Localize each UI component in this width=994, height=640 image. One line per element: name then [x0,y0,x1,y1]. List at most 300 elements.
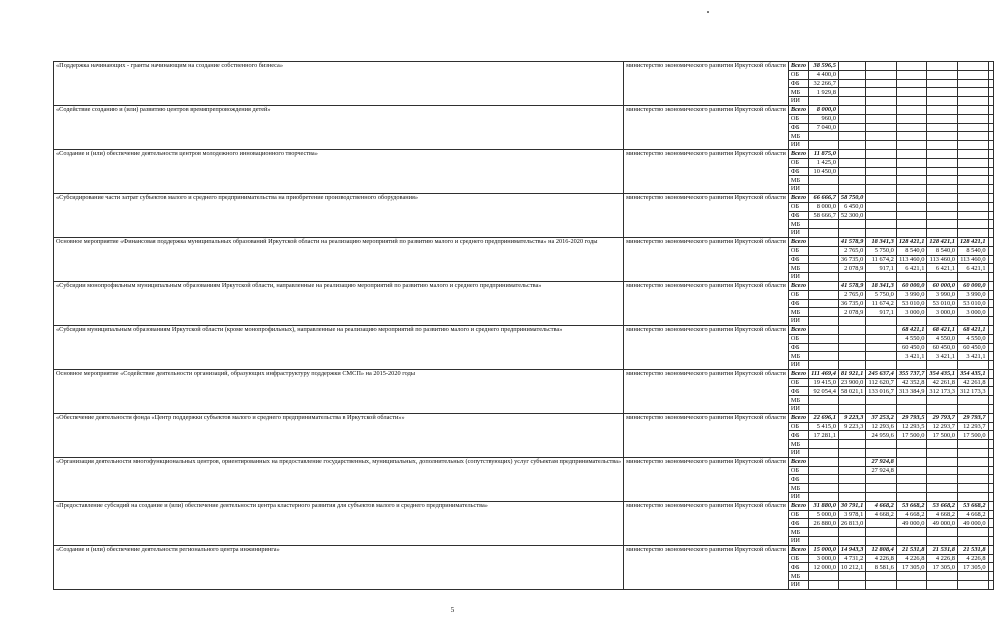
amount-cell [957,466,988,475]
amount-cell [988,334,993,343]
amount-cell [866,440,897,449]
funding-source-cell: Всего [788,545,808,554]
amount-cell: 3 000,0 [957,308,988,317]
amount-cell [896,176,927,185]
amount-cell [988,387,993,396]
amount-cell [838,141,865,150]
responsible-executor-cell: министерство экономического развития Иркутской области [624,149,789,193]
amount-cell [896,149,927,158]
amount-cell [809,493,839,502]
amount-cell: 917,1 [866,308,897,317]
amount-cell [957,114,988,123]
responsible-executor-cell: министерство экономического развития Иркутской области [624,545,789,589]
amount-cell [927,79,958,88]
amount-cell [809,281,839,290]
amount-cell [809,449,839,458]
amount-cell [809,528,839,537]
amount-cell: 14 943,3 [838,545,865,554]
amount-cell [809,396,839,405]
funding-source-cell: Всего [788,105,808,114]
amount-cell [896,79,927,88]
amount-cell [927,88,958,97]
funding-source-cell: ОБ [788,334,808,343]
amount-cell [927,202,958,211]
amount-cell [896,105,927,114]
funding-source-cell: ОБ [788,510,808,519]
amount-cell [866,317,897,326]
amount-cell [988,466,993,475]
amount-cell: 23 900,0 [838,378,865,387]
amount-cell [927,273,958,282]
amount-cell: 1 425,0 [809,158,839,167]
amount-cell [809,229,839,238]
amount-cell [988,62,993,71]
responsible-executor-cell: министерство экономического развития Иркутской области [624,281,789,325]
amount-cell [957,193,988,202]
amount-cell [866,70,897,79]
funding-source-cell: ФБ [788,519,808,528]
amount-cell [988,97,993,106]
amount-cell: 245 637,4 [866,369,897,378]
amount-cell [838,273,865,282]
funding-source-cell: МБ [788,308,808,317]
activity-name-cell: «Поддержка начинающих - гранты начинающим на создание собственного бизнеса» [54,62,624,106]
amount-cell [957,97,988,106]
amount-cell: 18 341,3 [866,237,897,246]
responsible-executor-cell: министерство экономического развития Иркутской области [624,457,789,501]
amount-cell [988,405,993,414]
amount-cell: 12 293,5 [896,422,927,431]
amount-cell [809,361,839,370]
amount-cell [927,158,958,167]
amount-cell: 53 668,2 [927,501,958,510]
amount-cell: 4 550,0 [927,334,958,343]
amount-cell: 12 293,7 [927,422,958,431]
amount-cell [988,220,993,229]
amount-cell: 4 731,2 [838,554,865,563]
activity-name-cell: «Создание и (или) обеспечение деятельности регионального центра инжиниринга» [54,545,624,589]
amount-cell [957,123,988,132]
amount-cell [866,449,897,458]
amount-cell [988,545,993,554]
amount-cell [809,572,839,581]
amount-cell [896,88,927,97]
amount-cell [838,361,865,370]
table-row [54,325,994,334]
amount-cell [866,141,897,150]
amount-cell: 8 000,0 [809,105,839,114]
amount-cell [957,79,988,88]
amount-cell [927,528,958,537]
amount-cell [866,325,897,334]
amount-cell: 3 000,0 [896,308,927,317]
amount-cell: 17 305,0 [896,563,927,572]
amount-cell [988,457,993,466]
amount-cell [957,88,988,97]
amount-cell [957,440,988,449]
amount-cell [927,440,958,449]
amount-cell [838,343,865,352]
amount-cell [988,88,993,97]
funding-source-cell: ОБ [788,158,808,167]
amount-cell: 68 421,1 [927,325,958,334]
amount-cell: 4 668,2 [866,501,897,510]
amount-cell [957,202,988,211]
responsible-executor-cell: министерство экономического развития Иркутской области [624,237,789,281]
amount-cell [896,361,927,370]
amount-cell [896,405,927,414]
amount-cell [988,255,993,264]
amount-cell [838,167,865,176]
funding-source-cell: ОБ [788,70,808,79]
amount-cell [838,537,865,546]
amount-cell [957,581,988,590]
amount-cell [927,581,958,590]
amount-cell [838,405,865,414]
amount-cell [988,510,993,519]
amount-cell [957,167,988,176]
amount-cell: 22 696,1 [809,413,839,422]
amount-cell [809,581,839,590]
amount-cell [988,290,993,299]
funding-source-cell: ИИ [788,229,808,238]
funding-source-cell: ИИ [788,493,808,502]
amount-cell: 128 421,1 [957,237,988,246]
amount-cell [838,528,865,537]
funding-source-cell: МБ [788,176,808,185]
amount-cell [838,449,865,458]
amount-cell [957,572,988,581]
amount-cell [896,484,927,493]
amount-cell: 7 040,0 [809,123,839,132]
amount-cell: 9 223,3 [838,422,865,431]
amount-cell: 3 000,0 [809,554,839,563]
funding-source-cell: ОБ [788,290,808,299]
table-row [54,281,994,290]
amount-cell: 49 000,0 [896,519,927,528]
funding-source-cell: ФБ [788,299,808,308]
amount-cell: 4 668,2 [927,510,958,519]
amount-cell [957,484,988,493]
amount-cell: 12 293,7 [957,422,988,431]
amount-cell: 8 540,0 [957,246,988,255]
amount-cell [927,572,958,581]
amount-cell: 128 421,1 [927,237,958,246]
amount-cell [988,114,993,123]
activity-name-cell: «Создание и (или) обеспечение деятельности центров молодежного инновационного творчества» [54,149,624,193]
amount-cell [988,396,993,405]
responsible-executor-cell: министерство экономического развития Иркутской области [624,413,789,457]
amount-cell [809,132,839,141]
amount-cell: 68 421,1 [957,325,988,334]
amount-cell [896,273,927,282]
amount-cell [809,317,839,326]
amount-cell [988,563,993,572]
funding-source-cell: Всего [788,62,808,71]
amount-cell [927,105,958,114]
amount-cell [809,185,839,194]
responsible-executor-cell: министерство экономического развития Иркутской области [624,369,789,413]
amount-cell [988,149,993,158]
amount-cell [957,396,988,405]
amount-cell: 49 000,0 [927,519,958,528]
amount-cell [957,528,988,537]
amount-cell: 4 226,8 [896,554,927,563]
amount-cell [896,493,927,502]
funding-source-cell: Всего [788,501,808,510]
amount-cell: 68 421,1 [896,325,927,334]
amount-cell: 3 990,0 [896,290,927,299]
funding-source-cell: ФБ [788,255,808,264]
amount-cell [988,273,993,282]
amount-cell [896,167,927,176]
amount-cell [809,440,839,449]
amount-cell [896,202,927,211]
amount-cell: 6 421,1 [927,264,958,273]
amount-cell: 42 261,8 [927,378,958,387]
amount-cell: 26 880,0 [809,519,839,528]
amount-cell [927,149,958,158]
amount-cell [809,290,839,299]
amount-cell: 6 450,0 [838,202,865,211]
amount-cell [866,185,897,194]
funding-source-cell: ИИ [788,581,808,590]
amount-cell [896,132,927,141]
table-row [54,369,994,378]
amount-cell [809,299,839,308]
amount-cell [957,537,988,546]
amount-cell [896,185,927,194]
amount-cell: 30 791,1 [838,501,865,510]
amount-cell [866,581,897,590]
activity-name-cell: «Обеспечение деятельности фонда «Центр поддержки субъектов малого и среднего предпринимательства в Иркутской области»» [54,413,624,457]
amount-cell [927,97,958,106]
amount-cell [957,475,988,484]
amount-cell [866,176,897,185]
amount-cell [809,466,839,475]
amount-cell [896,528,927,537]
amount-cell: 15 000,0 [809,545,839,554]
amount-cell [896,537,927,546]
amount-cell: 66 666,7 [809,193,839,202]
funding-source-cell: МБ [788,572,808,581]
amount-cell: 312 173,3 [927,387,958,396]
amount-cell [866,343,897,352]
amount-cell: 29 793,7 [957,413,988,422]
amount-cell: 60 000,0 [927,281,958,290]
amount-cell: 27 924,8 [866,457,897,466]
amount-cell [838,176,865,185]
amount-cell: 60 450,0 [957,343,988,352]
amount-cell [809,273,839,282]
amount-cell: 2 765,0 [838,290,865,299]
funding-source-cell: ИИ [788,405,808,414]
funding-source-cell: МБ [788,440,808,449]
amount-cell [866,132,897,141]
amount-cell [927,185,958,194]
amount-cell [809,484,839,493]
amount-cell [866,493,897,502]
funding-source-cell: МБ [788,132,808,141]
amount-cell [838,229,865,238]
amount-cell [896,114,927,123]
amount-cell [988,79,993,88]
amount-cell: 1 929,8 [809,88,839,97]
amount-cell [866,396,897,405]
amount-cell [927,70,958,79]
amount-cell: 3 421,1 [927,352,958,361]
responsible-executor-cell: министерство экономического развития Иркутской области [624,62,789,106]
amount-cell [896,440,927,449]
amount-cell [866,193,897,202]
amount-cell: 53 010,0 [896,299,927,308]
amount-cell [927,176,958,185]
budget-table [53,61,994,590]
amount-cell [809,334,839,343]
amount-cell [927,123,958,132]
amount-cell: 3 978,1 [838,510,865,519]
responsible-executor-cell: министерство экономического развития Иркутской области [624,325,789,369]
amount-cell: 11 875,0 [809,149,839,158]
amount-cell: 5 000,0 [809,510,839,519]
amount-cell [866,97,897,106]
amount-cell [896,123,927,132]
amount-cell [809,141,839,150]
amount-cell [957,70,988,79]
funding-source-cell: ОБ [788,246,808,255]
funding-source-cell: МБ [788,264,808,273]
amount-cell [896,581,927,590]
activity-name-cell: «Субсидии муниципальным образованиям Иркутской области (кроме монопрофильных), направленные на реализацию мероприятий по развитию малого и среднего предпринимательства» [54,325,624,369]
funding-source-cell: ИИ [788,185,808,194]
amount-cell [866,405,897,414]
amount-cell [838,475,865,484]
amount-cell [957,176,988,185]
amount-cell [927,405,958,414]
amount-cell [838,158,865,167]
amount-cell [838,466,865,475]
amount-cell [866,273,897,282]
table-row [54,457,994,466]
amount-cell [957,211,988,220]
amount-cell: 29 793,7 [927,413,958,422]
amount-cell: 112 620,7 [866,378,897,387]
scan-artifact [707,11,709,13]
funding-source-cell: ФБ [788,475,808,484]
amount-cell [988,211,993,220]
amount-cell [809,308,839,317]
amount-cell: 42 352,8 [896,378,927,387]
amount-cell [988,317,993,326]
amount-cell [896,229,927,238]
amount-cell: 4 226,8 [927,554,958,563]
funding-source-cell: МБ [788,220,808,229]
funding-source-cell: ИИ [788,273,808,282]
amount-cell: 53 668,2 [957,501,988,510]
amount-cell: 2 765,0 [838,246,865,255]
amount-cell: 52 300,0 [838,211,865,220]
amount-cell [988,422,993,431]
amount-cell [809,352,839,361]
amount-cell [866,88,897,97]
amount-cell: 36 735,0 [838,299,865,308]
table-row [54,105,994,114]
amount-cell [988,176,993,185]
amount-cell: 3 421,1 [957,352,988,361]
amount-cell [988,572,993,581]
amount-cell [957,317,988,326]
funding-source-cell: ФБ [788,431,808,440]
amount-cell [809,220,839,229]
page-number: 5 [450,606,455,614]
amount-cell [927,211,958,220]
amount-cell [866,167,897,176]
amount-cell [927,537,958,546]
amount-cell: 31 880,0 [809,501,839,510]
amount-cell: 113 460,0 [896,255,927,264]
amount-cell: 42 261,8 [957,378,988,387]
amount-cell [988,352,993,361]
amount-cell [838,317,865,326]
amount-cell [866,334,897,343]
amount-cell [866,352,897,361]
amount-cell: 49 000,0 [957,519,988,528]
amount-cell: 313 384,9 [896,387,927,396]
amount-cell: 37 253,2 [866,413,897,422]
amount-cell [896,466,927,475]
amount-cell: 6 421,1 [957,264,988,273]
funding-source-cell: МБ [788,484,808,493]
amount-cell: 4 550,0 [896,334,927,343]
amount-cell [988,158,993,167]
amount-cell: 53 010,0 [957,299,988,308]
budget-table-body [54,62,994,590]
amount-cell [988,554,993,563]
amount-cell [927,317,958,326]
amount-cell [896,317,927,326]
amount-cell [988,141,993,150]
amount-cell [838,396,865,405]
funding-source-cell: ИИ [788,449,808,458]
amount-cell: 8 000,0 [809,202,839,211]
amount-cell: 24 959,6 [866,431,897,440]
amount-cell: 17 500,0 [896,431,927,440]
amount-cell [988,431,993,440]
amount-cell: 11 674,2 [866,299,897,308]
amount-cell: 21 531,8 [927,545,958,554]
amount-cell: 60 450,0 [896,343,927,352]
amount-cell [988,449,993,458]
amount-cell [927,62,958,71]
amount-cell [957,149,988,158]
amount-cell [988,308,993,317]
amount-cell [988,378,993,387]
amount-cell [957,141,988,150]
funding-source-cell: ОБ [788,466,808,475]
funding-source-cell: Всего [788,325,808,334]
amount-cell [988,299,993,308]
amount-cell: 8 540,0 [896,246,927,255]
funding-source-cell: Всего [788,237,808,246]
amount-cell [809,237,839,246]
amount-cell: 133 016,7 [866,387,897,396]
amount-cell [988,167,993,176]
amount-cell [988,281,993,290]
amount-cell: 60 000,0 [896,281,927,290]
amount-cell: 60 450,0 [927,343,958,352]
amount-cell: 58 666,7 [809,211,839,220]
amount-cell [809,255,839,264]
